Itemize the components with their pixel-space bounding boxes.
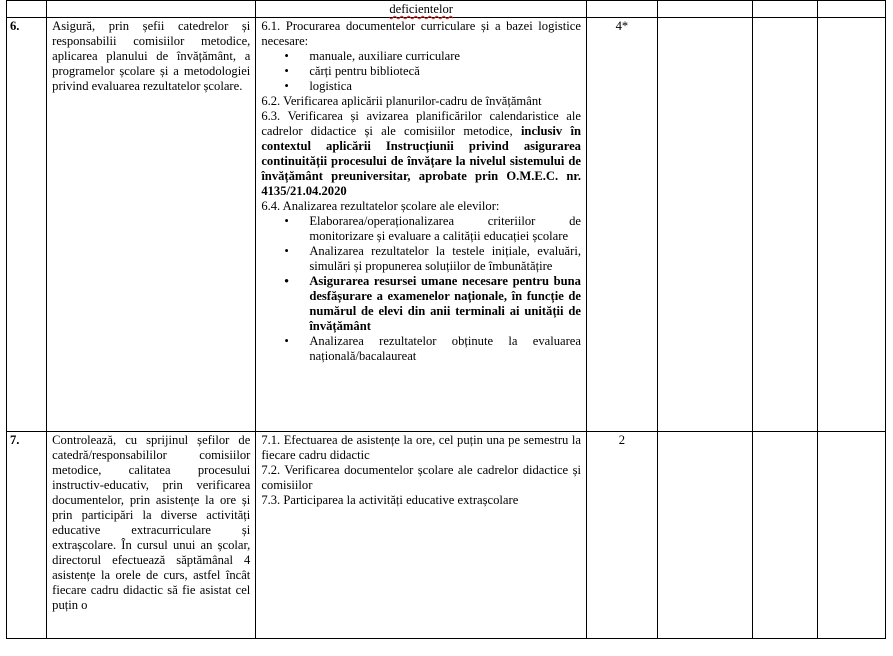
activity-sublist xyxy=(261,49,581,94)
table-row xyxy=(7,18,886,432)
activities-cell xyxy=(256,432,587,639)
activity-item: 7.3. Participarea la activități educative extrașcolare xyxy=(261,493,519,507)
list-item: • Analizarea rezultatelor obținute la evaluarea națională/bacalaureat xyxy=(309,334,581,364)
list-item: • Asigurarea resursei umane necesare pentru buna desfășurare a examenelor naționale, în funcție de numărul de elevi din anii terminali ai unității de învățământ xyxy=(309,274,581,334)
list-item: • cărți pentru bibliotecă xyxy=(309,64,581,79)
activity-sublist xyxy=(261,214,581,364)
continued-text: deficientelor xyxy=(256,1,587,18)
score-cell: 4* xyxy=(586,18,657,432)
list-item: • logistica xyxy=(309,79,581,94)
score-cell: 2 xyxy=(586,432,657,639)
table-row xyxy=(7,1,886,18)
task-description: Asigură, prin șefii catedrelor și responsabilii comisiilor metodice, aplicarea planului de învățământ, a programelor școlare și a metodologiei privind evaluarea rezultatelor școlare. xyxy=(47,18,256,432)
activity-item: 7.1. Efectuarea de asistențe la ore, cel puțin una pe semestru la fiecare cadru didactic xyxy=(261,433,581,462)
activity-item: 6.3. Verificarea și avizarea planificărilor calendaristice ale cadrelor didactice și ale comisiilor metodice, inclusiv în contextul aplicării Instrucțiunii privind asigurarea continuității procesului de învățare la nivelul sistemului de învățământ preuniversitar, aprobate prin O.M.E.C. nr. 4135/21.04.2020 xyxy=(261,109,581,198)
activity-item: 7.2. Verificarea documentelor școlare ale cadrelor didactice și comisiilor xyxy=(261,463,581,492)
row-number: 6. xyxy=(7,18,47,432)
list-item: • manuale, auxiliare curriculare xyxy=(309,49,581,64)
task-description: Controlează, cu sprijinul șefilor de catedră/responsabililor comisiilor metodice, calitatea procesului instructiv-educativ, prin verificarea documentelor, prin asistențe la ore și prin participări la diverse activități educative extracurriculare și extrașcolare. În cursul unui an școlar, directorul efectuează săptămânal 4 asistențe la orele de curs, astfel încât fiecare cadru didactic să fie asistat cel puțin o xyxy=(47,432,256,639)
table-row xyxy=(7,432,886,639)
list-item: • Elaborarea/operaționalizarea criteriilor de monitorizare și evaluare a calității educației școlare xyxy=(309,214,581,244)
activity-item: 6.2. Verificarea aplicării planurilor-cadru de învățământ xyxy=(261,94,542,108)
activity-item: 6.1. Procurarea documentelor curriculare și a bazei logistice necesare: xyxy=(261,19,581,48)
list-item: • Analizarea rezultatelor la testele inițiale, evaluări, simulări și propunerea soluțiilor de îmbunătățire xyxy=(309,244,581,274)
evaluation-table xyxy=(6,0,886,639)
row-number: 7. xyxy=(7,432,47,639)
activities-cell xyxy=(256,18,587,432)
activity-item: 6.4. Analizarea rezultatelor școlare ale elevilor: xyxy=(261,199,500,213)
